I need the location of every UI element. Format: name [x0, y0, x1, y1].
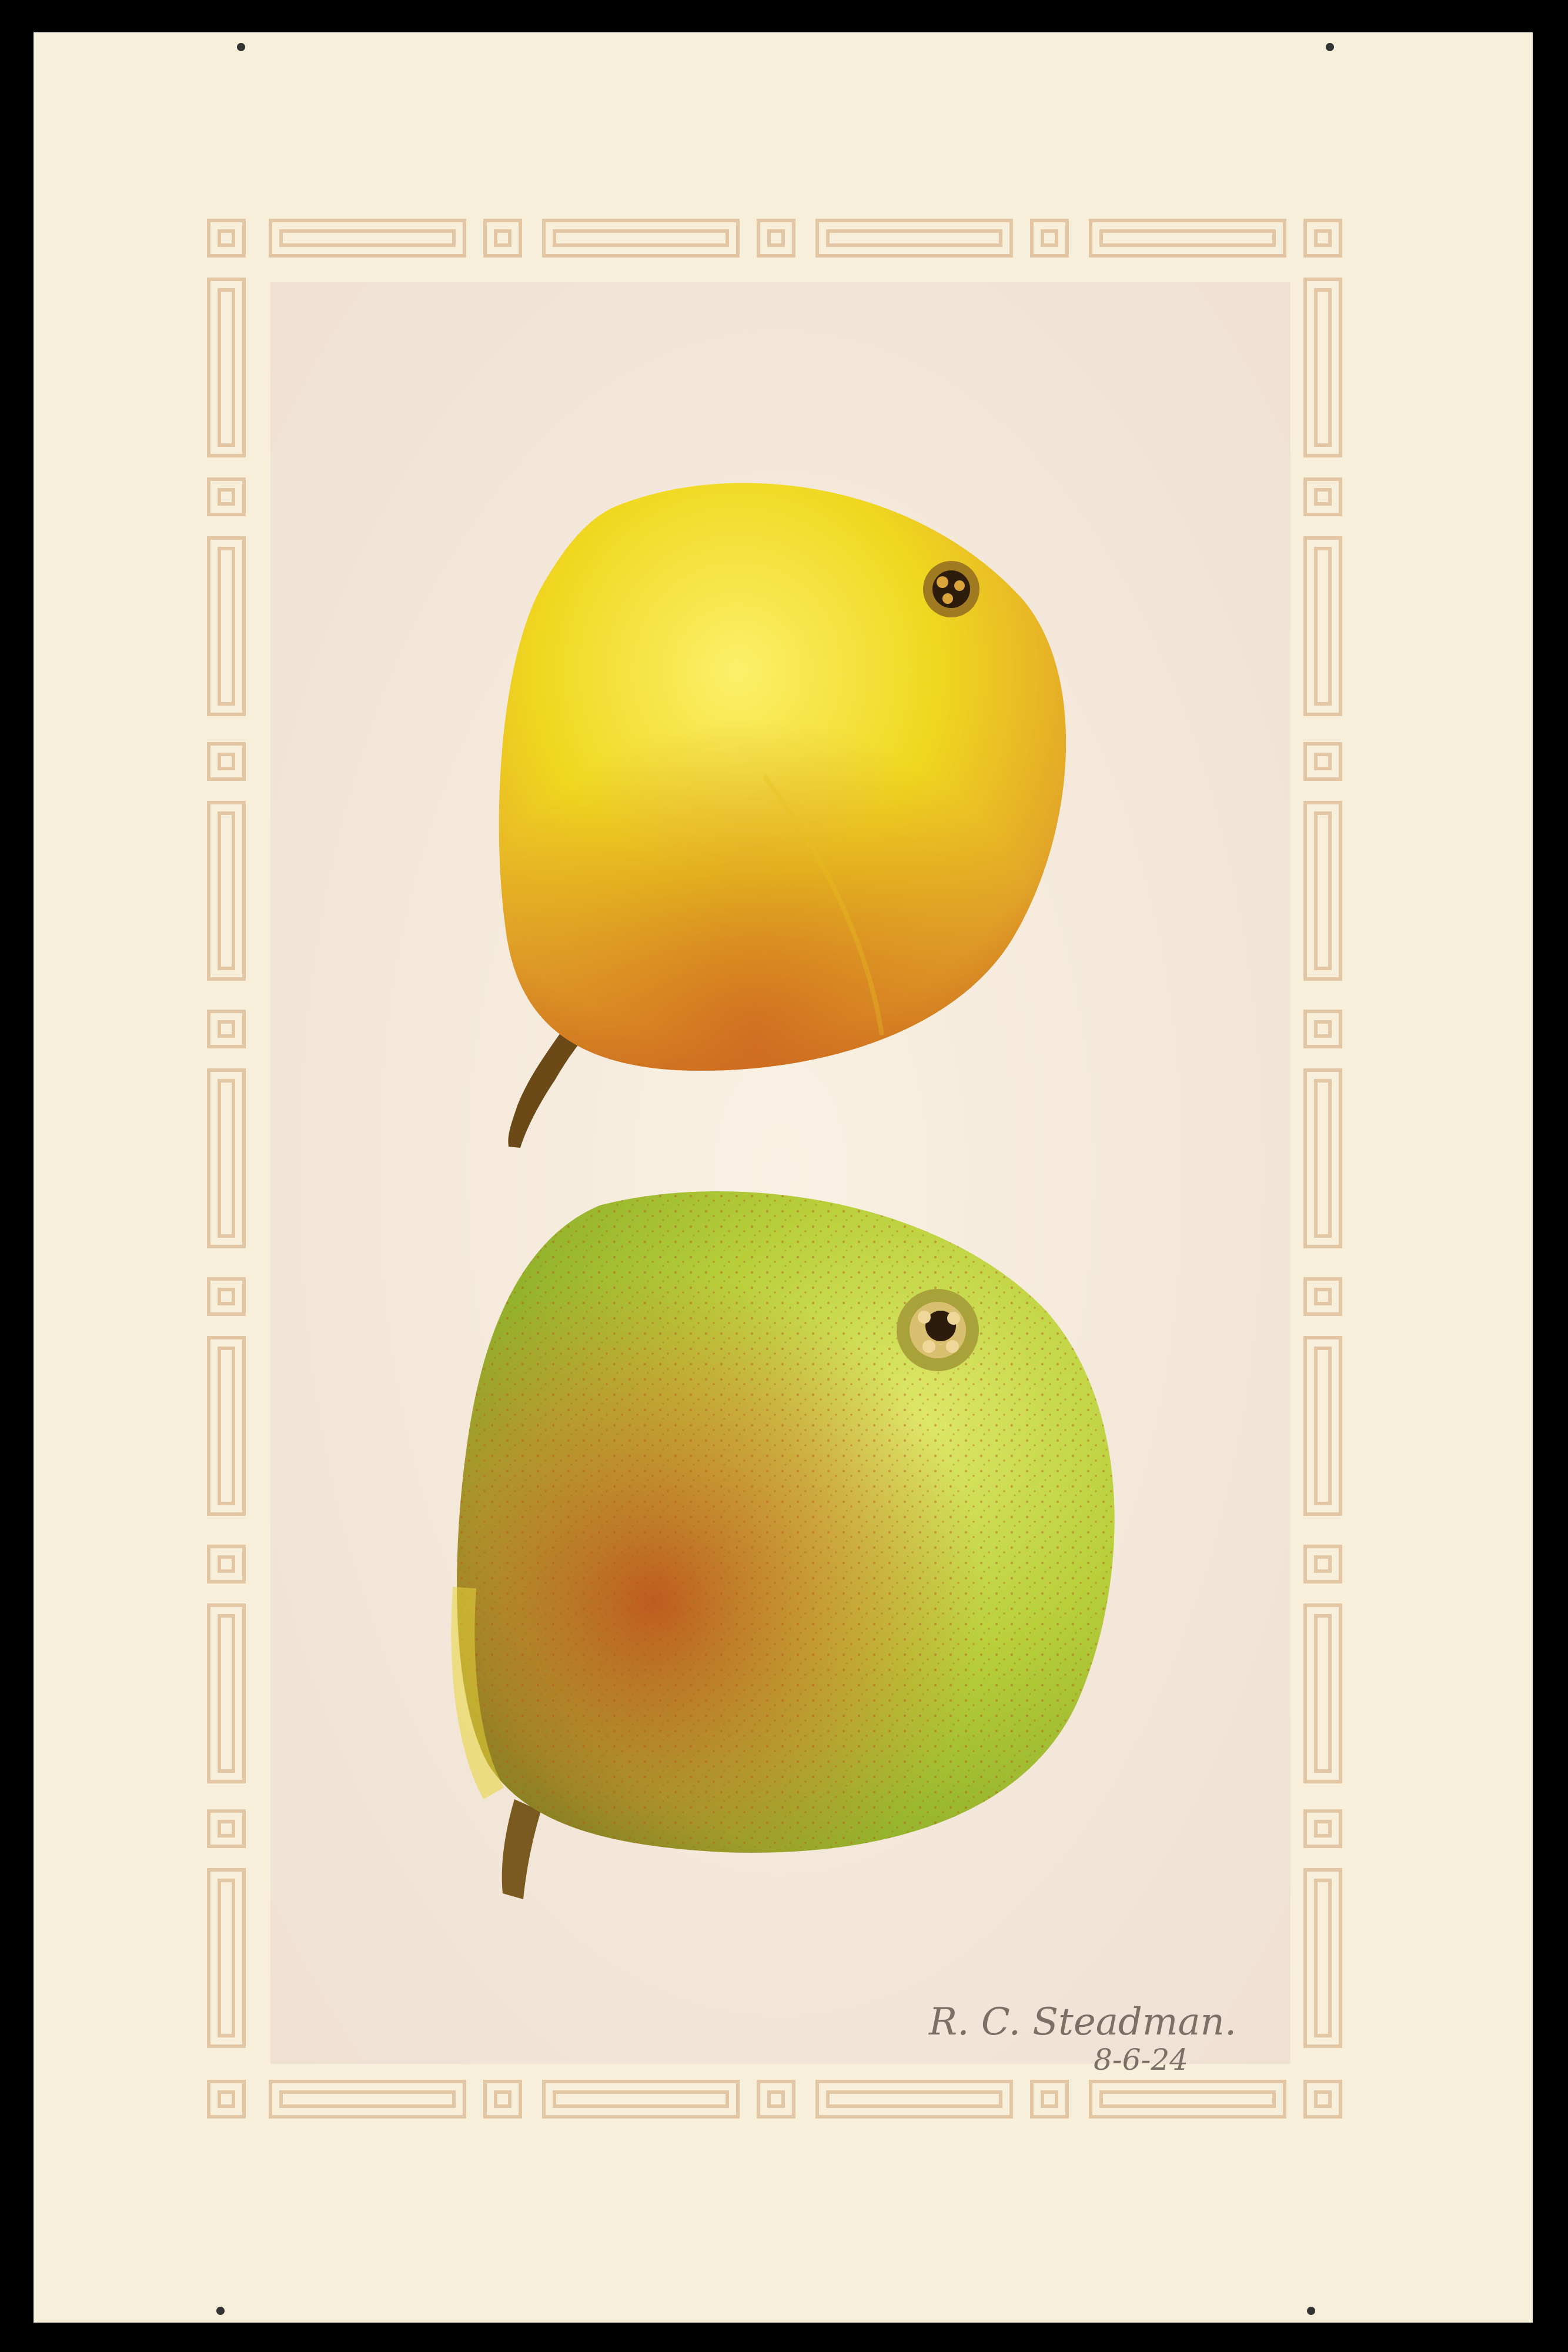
pin-hole [237, 43, 245, 51]
pin-hole [1307, 2307, 1315, 2315]
artist-signature: R. C. Steadman. [929, 2000, 1237, 2044]
upper-pear-calyx [923, 561, 979, 617]
pin-hole [1326, 43, 1334, 51]
lower-pear-calyx [897, 1289, 979, 1371]
pin-hole [216, 2307, 225, 2315]
signature-date: 8-6-24 [1094, 2043, 1189, 2077]
